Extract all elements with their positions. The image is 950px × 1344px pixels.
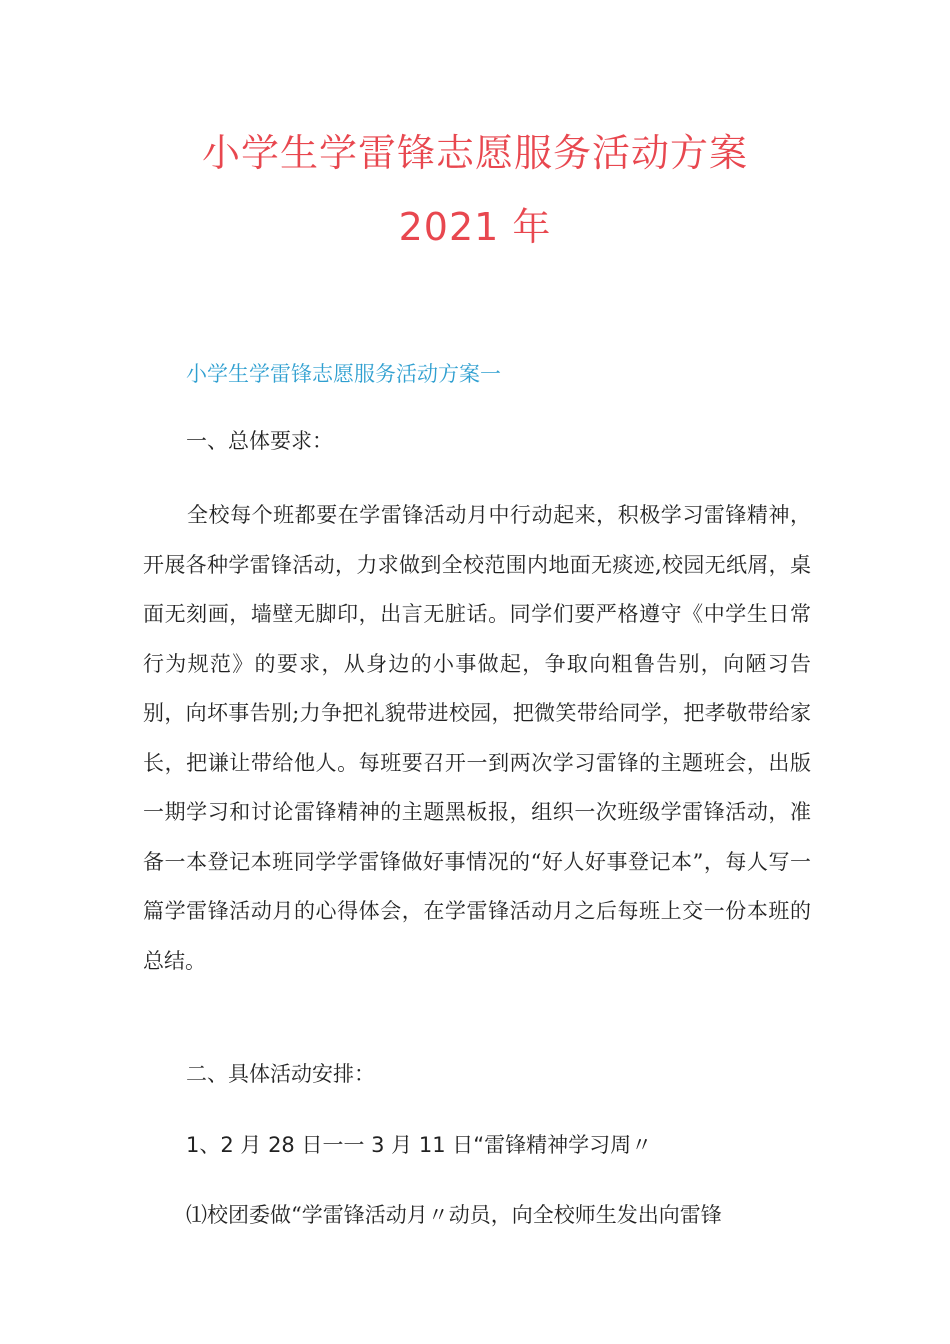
section-body-paragraph: 全校每个班都要在学雷锋活动月中行动起来，积极学习雷锋精神，开展各种学雷锋活动，力求做到全校范围内地面无痰迹,校园无纸屑，桌面无刻画，墙壁无脚印，出言无脏话。同学们要严格遵守《中学生日常行为规范》的要求，从身边的小事做起，争取向粗鲁告别，向陋习告别，向坏事告别;力争把礼貌带进校园，把微笑带给同学，把孝敬带给家长，把谦让带给他人。每班要召开一到两次学习雷锋的主题班会，出版一期学习和讨论雷锋精神的主题黑板报，组织一次班级学雷锋活动，准备一本登记本班同学学雷锋做好事情况的“好人好事登记本”，每人写一篇学雷锋活动月的心得体会，在学雷锋活动月之后每班上交一份本班的总结。 (143, 503, 811, 973)
document-title: 小学生学雷锋志愿服务活动方案 (201, 131, 748, 175)
document-title-year: 2021 年 (398, 205, 552, 249)
activity-item-heading: 1、2 月 28 日一一 3 月 11 日“雷锋精神学习周〃 (186, 1133, 653, 1157)
section-heading-general-requirements: 一、总体要求： (186, 429, 333, 453)
activity-subitem: ⑴校团委做“学雷锋活动月〃动员，向全校师生发出向雷锋 (186, 1203, 722, 1227)
plan-subtitle: 小学生学雷锋志愿服务活动方案一 (186, 362, 501, 386)
section-heading-activity-arrangement: 二、具体活动安排： (186, 1062, 375, 1086)
